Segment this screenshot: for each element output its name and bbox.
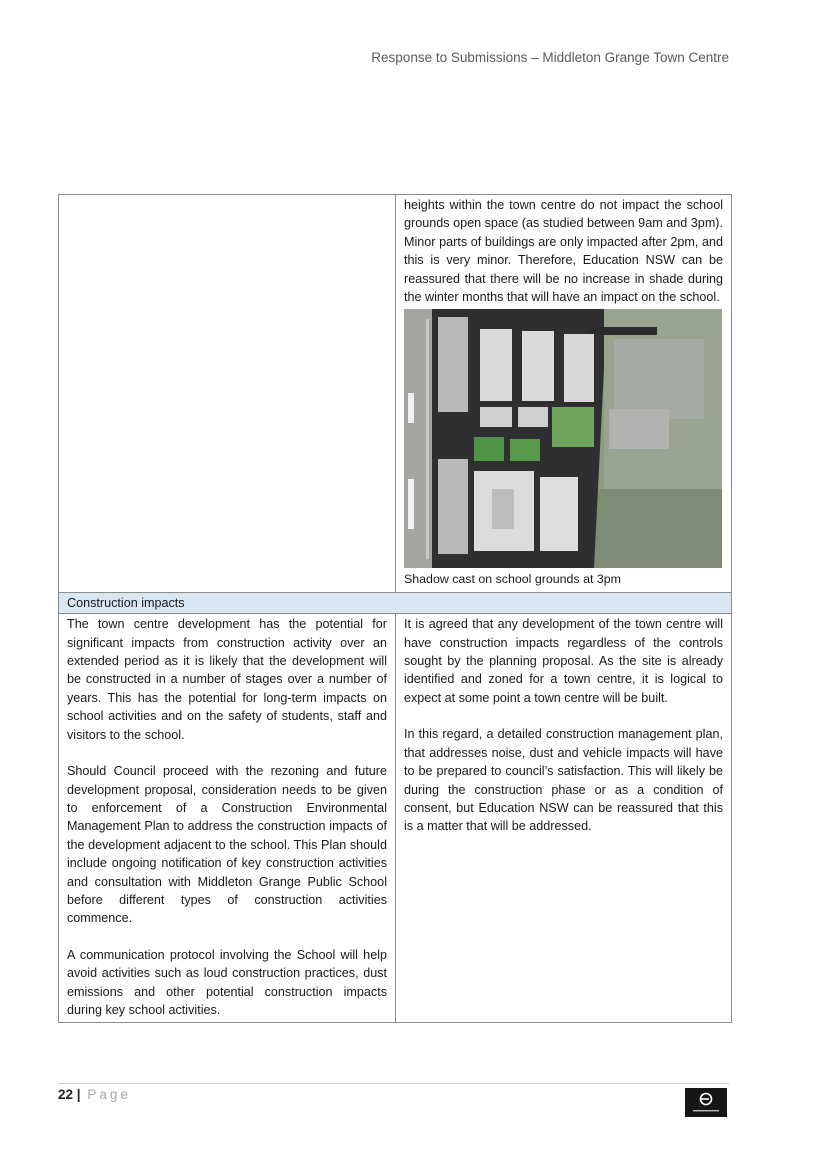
response-cell: [396, 195, 732, 593]
response-paragraph: It is agreed that any development of the town centre will have construction impacts regardless of the controls sought by the planning proposal. As the site is already identified and zoned for a town centre, it is logical to expect at some point a town centre will be built.: [404, 617, 723, 705]
footer-divider: [58, 1083, 729, 1084]
page-number-value: 22: [58, 1087, 74, 1102]
page-number: [58, 1087, 131, 1102]
page-label: Page: [87, 1087, 131, 1102]
site-plan-shadow-image: [404, 309, 722, 568]
page-separator: |: [76, 1087, 81, 1102]
response-cell: [396, 614, 732, 1023]
table-row: [59, 195, 732, 593]
submissions-response-table: [58, 194, 732, 1023]
submission-paragraph: Should Council proceed with the rezoning and future development proposal, consideration needs to be given to enforcement of a Construction Environmental Management Plan to address the construction impacts of the development adjacent to the school. This Plan should include ongoing notification of key construction activities and consultation with Middleton Grange Public School before different types of construction activities commence.: [67, 764, 387, 926]
response-paragraph: In this regard, a detailed construction management plan, that addresses noise, dust and vehicle impacts will have to be prepared to council’s satisfaction. This will likely be during the construction phase or as a condition of consent, but Education NSW can be reassured that this is a matter that will be addressed.: [404, 727, 723, 834]
submission-paragraph: A communication protocol involving the School will help avoid activities such as loud construction practices, dust emissions and other potential construction impacts during key school activities.: [67, 947, 387, 1017]
company-logo: [685, 1088, 727, 1117]
submission-paragraph: The town centre development has the potential for significant impacts from construction activity over an extended period as it is likely that the development will be constructed in a number of stages over a number of years. This has the potential for long-term impacts on school activities and on the safety of students, staff and visitors to the school.: [67, 617, 387, 742]
section-title: Construction impacts: [59, 592, 732, 613]
logo-mark-icon: [685, 1088, 727, 1117]
table-row: [59, 614, 732, 1023]
header-title: Response to Submissions – Middleton Grange Town Centre: [371, 50, 729, 65]
submission-cell: [59, 614, 396, 1023]
submission-cell-empty: [59, 195, 396, 593]
section-heading-row: [59, 592, 732, 613]
response-paragraph: heights within the town centre do not impact the school grounds open space (as studied between 9am and 3pm). Minor parts of buildings are only impacted after 2pm, and this is very minor. Therefore, Education NSW can be reassured that there will be no increase in shade during the winter months that will have an impact on the school.: [404, 198, 723, 305]
figure-caption: Shadow cast on school grounds at 3pm: [404, 572, 621, 587]
